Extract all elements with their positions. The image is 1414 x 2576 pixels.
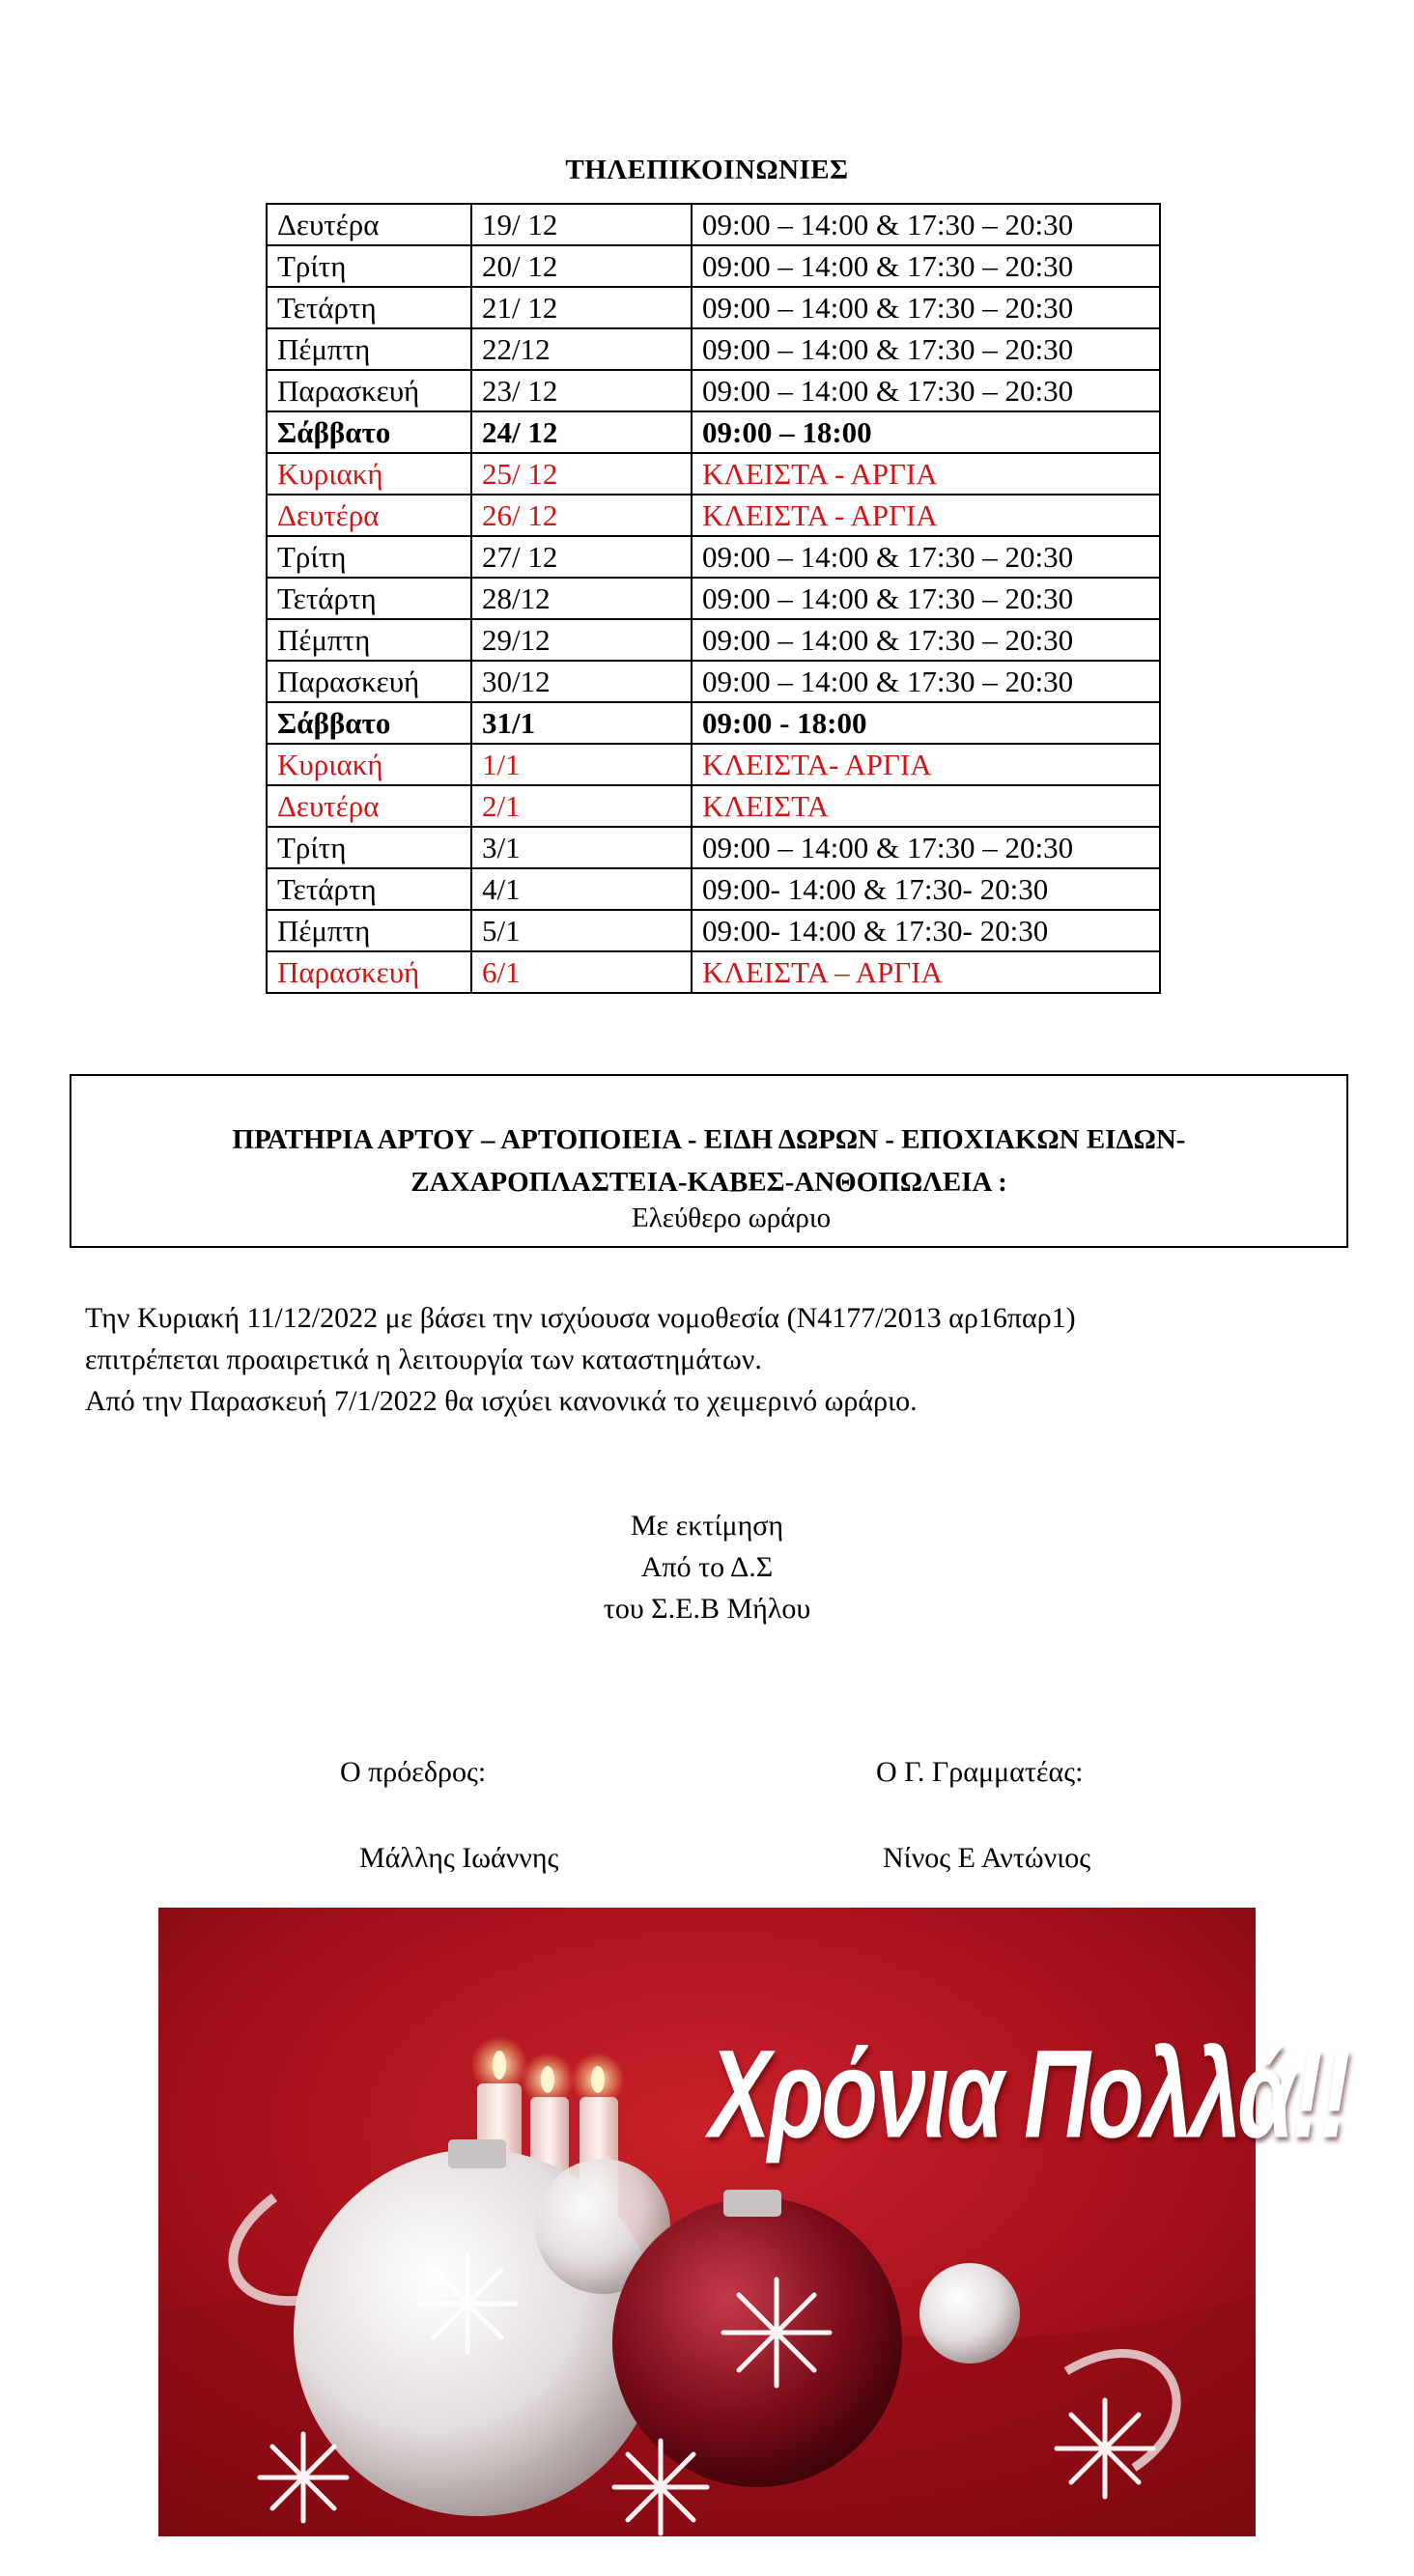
schedule-date-cell: 6/1: [471, 951, 692, 993]
schedule-date-cell: 19/ 12: [471, 204, 692, 245]
schedule-row: [267, 328, 1160, 370]
paragraph-line2: επιτρέπεται προαιρετικά η λειτουργία των καταστημάτων.: [85, 1344, 762, 1375]
schedule-date-cell: 3/1: [471, 827, 692, 868]
schedule-hours-cell: 09:00- 14:00 & 17:30- 20:30: [692, 868, 1160, 910]
schedule-hours-cell: 09:00- 14:00 & 17:30- 20:30: [692, 910, 1160, 951]
schedule-day-cell: Τρίτη: [267, 245, 471, 287]
notice-subtitle: Ελεύθερο ωράριο: [632, 1203, 832, 1233]
schedule-row: [267, 204, 1160, 245]
schedule-hours-cell: 09:00 – 14:00 & 17:30 – 20:30: [692, 827, 1160, 868]
schedule-day-cell: Πέμπτη: [267, 619, 471, 661]
schedule-hours-cell: 09:00 - 18:00: [692, 702, 1160, 744]
schedule-day-cell: Δευτέρα: [267, 785, 471, 827]
schedule-row: [267, 827, 1160, 868]
schedule-date-cell: 1/1: [471, 744, 692, 785]
schedule-hours-cell: 09:00 – 14:00 & 17:30 – 20:30: [692, 287, 1160, 328]
schedule-day-cell: Τετάρτη: [267, 868, 471, 910]
schedule-row: [267, 744, 1160, 785]
schedule-day-cell: Κυριακή: [267, 453, 471, 495]
schedule-hours-cell: 09:00 – 14:00 & 17:30 – 20:30: [692, 536, 1160, 578]
closing-line2: Από το Δ.Σ: [640, 1551, 774, 1583]
schedule-day-cell: Τετάρτη: [267, 287, 471, 328]
president-title: Ο πρόεδρος:: [340, 1756, 487, 1788]
schedule-day-cell: Παρασκευή: [267, 370, 471, 411]
schedule-day-cell: Τρίτη: [267, 536, 471, 578]
schedule-day-cell: Τρίτη: [267, 827, 471, 868]
banner-greeting: Χρόνια Πολλά!!: [709, 2024, 1348, 2165]
section-title: ΤΗΛΕΠΙΚΟΙΝΩΝΙΕΣ: [565, 155, 849, 185]
schedule-day-cell: Κυριακή: [267, 744, 471, 785]
schedule-row: [267, 619, 1160, 661]
schedule-day-cell: Τετάρτη: [267, 578, 471, 619]
schedule-row: [267, 536, 1160, 578]
schedule-hours-cell: ΚΛΕΙΣΤΑ- ΑΡΓΙΑ: [692, 744, 1160, 785]
schedule-row: [267, 370, 1160, 411]
notice-title: [71, 1118, 1346, 1203]
schedule-date-cell: 26/ 12: [471, 495, 692, 536]
schedule-row: [267, 411, 1160, 453]
christmas-banner-image: [158, 1908, 1348, 2536]
christmas-ornaments-illustration: [158, 1908, 1256, 2536]
schedule-row: [267, 661, 1160, 702]
schedule-date-cell: 29/12: [471, 619, 692, 661]
paragraph-line3: Από την Παρασκευή 7/1/2022 θα ισχύει κανονικά το χειμερινό ωράριο.: [85, 1385, 918, 1417]
notice-title-line1: ΠΡΑΤΗΡΙΑ ΑΡΤΟΥ – ΑΡΤΟΠΟΙΕΙΑ - ΕΙΔΗ ΔΩΡΩΝ - ΕΠΟΧΙΑΚΩΝ ΕΙΔΩΝ-: [232, 1124, 1186, 1155]
schedule-hours-cell: 09:00 – 14:00 & 17:30 – 20:30: [692, 328, 1160, 370]
schedule-hours-cell: 09:00 – 14:00 & 17:30 – 20:30: [692, 661, 1160, 702]
schedule-date-cell: 20/ 12: [471, 245, 692, 287]
schedule-date-cell: 5/1: [471, 910, 692, 951]
schedule-row: [267, 287, 1160, 328]
notice-title-line2: ΖΑΧΑΡΟΠΛΑΣΤΕΙΑ-ΚΑΒΕΣ-ΑΝΘΟΠΩΛΕΙΑ :: [410, 1167, 1007, 1198]
schedule-hours-cell: 09:00 – 14:00 & 17:30 – 20:30: [692, 578, 1160, 619]
schedule-row: [267, 702, 1160, 744]
schedule-hours-cell: 09:00 – 18:00: [692, 411, 1160, 453]
holiday-schedule-table: [266, 203, 1161, 994]
schedule-day-cell: Σάββατο: [267, 702, 471, 744]
secretary-name: Νίνος Ε Αντώνιος: [883, 1842, 1091, 1874]
schedule-date-cell: 2/1: [471, 785, 692, 827]
schedule-day-cell: Σάββατο: [267, 411, 471, 453]
president-name: Μάλλης Ιωάννης: [359, 1842, 559, 1874]
schedule-date-cell: 30/12: [471, 661, 692, 702]
schedule-hours-cell: ΚΛΕΙΣΤΑ - ΑΡΓΙΑ: [692, 453, 1160, 495]
secretary-title: Ο Γ. Γραμματέας:: [876, 1756, 1084, 1788]
schedule-hours-cell: 09:00 – 14:00 & 17:30 – 20:30: [692, 370, 1160, 411]
schedule-date-cell: 24/ 12: [471, 411, 692, 453]
schedule-date-cell: 31/1: [471, 702, 692, 744]
schedule-hours-cell: ΚΛΕΙΣΤΑ – ΑΡΓΙΑ: [692, 951, 1160, 993]
schedule-date-cell: 28/12: [471, 578, 692, 619]
closing-line1: Με εκτίμηση: [630, 1510, 784, 1542]
schedule-date-cell: 4/1: [471, 868, 692, 910]
schedule-row: [267, 910, 1160, 951]
info-paragraph: [85, 1297, 1341, 1422]
schedule-day-cell: Δευτέρα: [267, 495, 471, 536]
schedule-hours-cell: ΚΛΕΙΣΤΑ - ΑΡΓΙΑ: [692, 495, 1160, 536]
schedule-row: [267, 495, 1160, 536]
schedule-day-cell: Δευτέρα: [267, 204, 471, 245]
schedule-day-cell: Παρασκευή: [267, 951, 471, 993]
schedule-row: [267, 245, 1160, 287]
schedule-row: [267, 785, 1160, 827]
schedule-date-cell: 25/ 12: [471, 453, 692, 495]
schedule-row: [267, 453, 1160, 495]
notice-box: [70, 1074, 1348, 1248]
schedule-date-cell: 22/12: [471, 328, 692, 370]
schedule-row: [267, 951, 1160, 993]
closing-line3: του Σ.Ε.Β Μήλου: [603, 1593, 811, 1625]
schedule-row: [267, 578, 1160, 619]
schedule-row: [267, 868, 1160, 910]
schedule-day-cell: Πέμπτη: [267, 328, 471, 370]
schedule-hours-cell: ΚΛΕΙΣΤΑ: [692, 785, 1160, 827]
schedule-hours-cell: 09:00 – 14:00 & 17:30 – 20:30: [692, 245, 1160, 287]
schedule-hours-cell: 09:00 – 14:00 & 17:30 – 20:30: [692, 204, 1160, 245]
schedule-date-cell: 21/ 12: [471, 287, 692, 328]
schedule-date-cell: 27/ 12: [471, 536, 692, 578]
schedule-day-cell: Πέμπτη: [267, 910, 471, 951]
schedule-day-cell: Παρασκευή: [267, 661, 471, 702]
schedule-date-cell: 23/ 12: [471, 370, 692, 411]
schedule-hours-cell: 09:00 – 14:00 & 17:30 – 20:30: [692, 619, 1160, 661]
paragraph-line1: Την Κυριακή 11/12/2022 με βάσει την ισχύουσα νομοθεσία (Ν4177/2013 αρ16παρ1): [85, 1302, 1076, 1334]
closing-block: [0, 1505, 1414, 1629]
